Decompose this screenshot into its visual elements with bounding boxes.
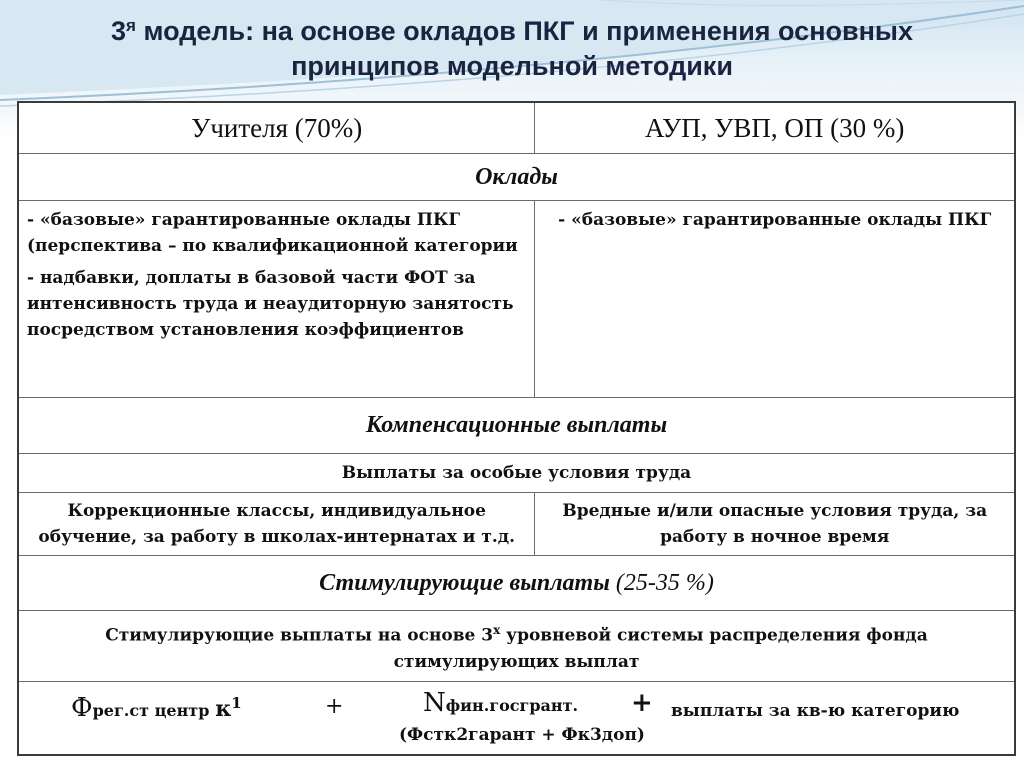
compensation-staff-cell: Вредные и/или опасные условия труда, за работу в ночное время	[535, 493, 1015, 556]
section-row-stimulating	[18, 556, 1015, 611]
stimulating-text-sup: х	[493, 623, 501, 638]
compensation-common-row	[18, 454, 1015, 493]
stimulating-description-cell	[18, 611, 1015, 682]
formula-n-term	[423, 690, 578, 719]
compensation-common-cell: Выплаты за особые условия труда	[18, 454, 1015, 493]
compensation-split-row	[18, 493, 1015, 556]
formula-plus-1: +	[325, 694, 344, 719]
formula-row	[18, 682, 1015, 756]
formula-k: к	[215, 696, 232, 722]
title-number: 3	[111, 16, 127, 46]
formula-line-2-wrap	[19, 716, 1014, 750]
formula-k-sup: 1	[231, 694, 242, 712]
title-line-1	[0, 14, 1024, 49]
formula-plus-2: +	[631, 688, 653, 718]
header-teachers: Учителя (70%)	[18, 102, 535, 154]
section-row-oklady	[18, 154, 1015, 201]
formula-phi: Ф	[71, 693, 93, 723]
compensation-teachers-cell: Коррекционные классы, индивидуальное обучение, за работу в школах-интернатах и т.д.	[18, 493, 535, 556]
section-title-compensation: Компенсационные выплаты	[18, 398, 1015, 454]
stimulating-text-post: уровневой системы распределения фонда стимулирующих выплат	[393, 625, 928, 672]
table-header-row	[18, 102, 1015, 154]
formula-phi-sub: рег.ст центр	[92, 701, 210, 720]
formula-line-2: (Фстк2гарант + Фк3доп)	[399, 725, 645, 745]
stimulating-text-pre: Стимулирующие выплаты на основе 3	[105, 625, 494, 646]
formula-line-1	[19, 686, 1014, 723]
formula-n: N	[423, 688, 446, 718]
slide-title	[0, 14, 1024, 84]
section-title-stimulating	[18, 556, 1015, 611]
oklady-staff-item-1: - «базовые» гарантированные оклады ПКГ	[558, 210, 992, 230]
oklady-teachers-item-1: - «базовые» гарантированные оклады ПКГ (перспектива – по квалификационной категории	[27, 210, 518, 256]
salary-model-table	[17, 101, 1016, 756]
formula-tail-text: выплаты за кв-ю категорию	[671, 701, 960, 721]
title-line-1-text: модель: на основе окладов ПКГ и применения основных	[135, 16, 913, 46]
oklady-staff-cell	[535, 201, 1015, 398]
title-line-2: принципов модельной методики	[291, 51, 733, 81]
formula-n-sub: фин.госгрант.	[445, 696, 579, 715]
section-stimulating-percent: (25-35 %)	[609, 569, 714, 596]
section-stimulating-italic: Стимулирующие выплаты	[319, 569, 610, 596]
section-row-compensation	[18, 398, 1015, 454]
title-number-suffix: я	[126, 16, 136, 35]
stimulating-description-row	[18, 611, 1015, 682]
section-title-oklady: Оклады	[18, 154, 1015, 201]
oklady-teachers-item-2: - надбавки, доплаты в базовой части ФОТ за интенсивность труда и неаудиторную занятость посредством установления коэффициентов	[27, 268, 514, 340]
formula-cell	[18, 682, 1015, 756]
header-staff: АУП, УВП, ОП (30 %)	[535, 102, 1015, 154]
oklady-teachers-cell	[18, 201, 535, 398]
oklady-content-row	[18, 201, 1015, 398]
